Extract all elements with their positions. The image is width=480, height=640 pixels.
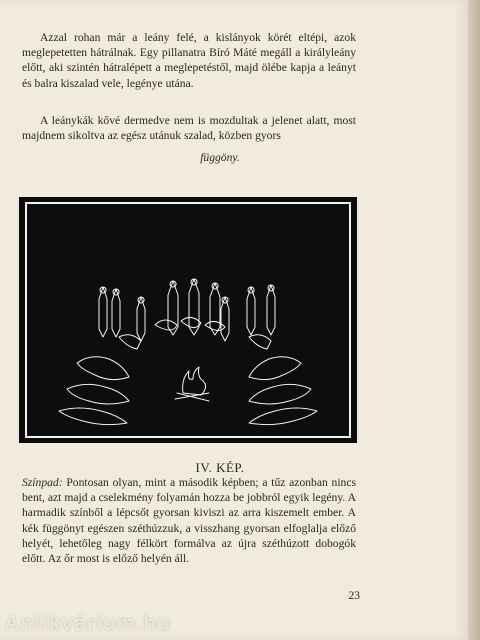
campfire [175, 367, 209, 401]
illustration-drawing [19, 197, 357, 443]
paragraph-2: A leánykák kővé dermedve nem is mozdultak a jelenet alatt, most majdnem sikoltva az egész utánuk szalad, közben gyors [22, 114, 356, 143]
standing-figures [99, 279, 275, 341]
scene-title: IV. KÉP. [195, 460, 245, 475]
page-number: 23 [348, 590, 360, 602]
curtain-word: függöny. [200, 151, 240, 164]
paragraph-1: Azzal rohan már a leány felé, a kislányok körét eltépi, azok meglepetetten hátrálnak. Egy pillanatra Bíró Máté megáll a királyleány előtt, aki szintén hátralépett a meglepetéstől, majd ölébe kapja a leányt és balra kiszalad vele, legénye utána. [22, 31, 356, 90]
watermark: Antikvárium.hu [4, 612, 171, 635]
illustration-frame [26, 203, 350, 437]
scene-description [22, 475, 356, 566]
reclining-figures-left [59, 357, 129, 425]
reclining-figures-right [249, 357, 317, 425]
scene-label: Színpad: [22, 476, 63, 489]
scene-text: Pontosan olyan, mint a második képben; a tűz azonban nincs bent, azt majd a cselekmény folyamán hozza be jobbról egyik legény. A harmadik színből a lépcsőt gyorsan kiviszi az arra kiszemelt ember. A kék függönyt egészen széthúzzuk, a visszhang gyorsan elfoglalja előző helyét, lehetőleg nagy félkört formálva az újra széthúzott dobogók előtt. Az őr most is előző helyén áll. [22, 476, 356, 566]
illustration [19, 197, 357, 443]
page-edge [468, 0, 480, 640]
